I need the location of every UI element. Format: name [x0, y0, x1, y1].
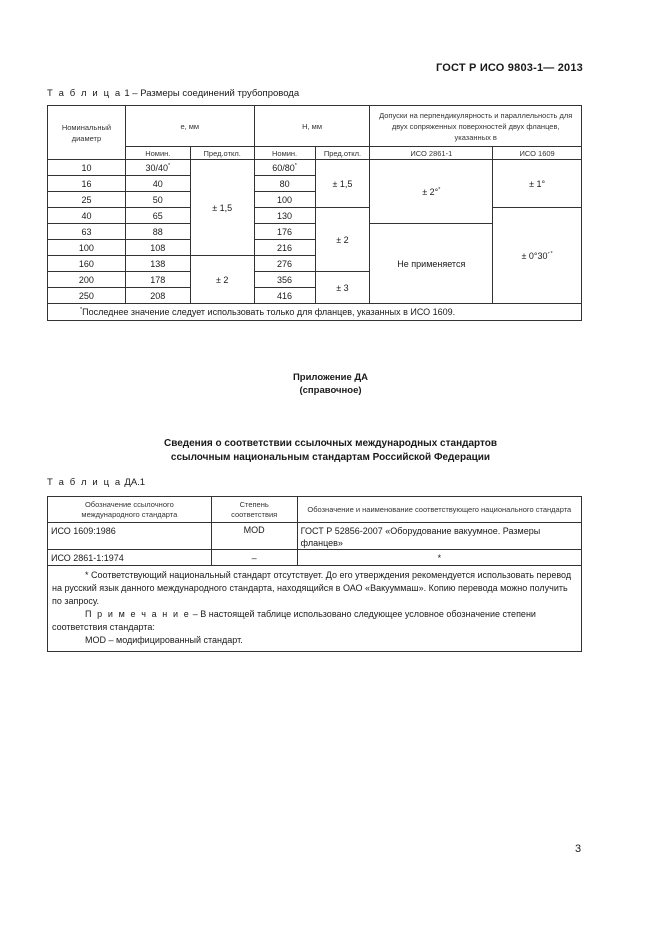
cell-h-nom: 276: [254, 256, 315, 272]
cell-degree: –: [211, 550, 297, 566]
note-paragraph: [52, 608, 577, 634]
header-degree: Степень соответствия: [211, 497, 297, 523]
cell-dn: 200: [48, 272, 126, 288]
table1-footnote: [48, 304, 582, 321]
cell-e-nom: 50: [125, 192, 190, 208]
cell-h-nom: 100: [254, 192, 315, 208]
cell-e-nom: 138: [125, 256, 190, 272]
cell-h-tol: ± 1,5: [315, 160, 370, 208]
cell-h-nom: 216: [254, 240, 315, 256]
cell-iso1609: ± 1°: [493, 160, 582, 208]
header-e-nom: Номин.: [125, 147, 190, 160]
cell-e-nom: 40: [125, 176, 190, 192]
table2-notes: [48, 566, 582, 652]
note-footnote: * Соответствующий национальный стандарт отсутствует. До его утверждения рекомендуется использовать перевод на русский язык данного международного стандарта, находящийся в ОАО «Вакууммаш». Копию перевода можно получить по запросу.: [52, 570, 572, 606]
cell-iso2861: Не применяется: [370, 224, 493, 304]
note-heading: П р и м е ч а н и е: [85, 609, 191, 619]
table1-caption: [47, 88, 299, 99]
header-e-mm: e, мм: [125, 106, 254, 147]
annex-heading-line1: Сведения о соответствии ссылочных международных стандартов: [163, 438, 498, 449]
header-e-tol: Пред.откл.: [190, 147, 254, 160]
cell-dn: 160: [48, 256, 126, 272]
header-h-tol: Пред.откл.: [315, 147, 370, 160]
annex-heading-line2: ссылочным национальным стандартам Российской Федерации: [170, 452, 491, 463]
footnote-mark: *: [168, 162, 171, 169]
table2-caption: [47, 477, 145, 488]
table1-caption-text: 1 – Размеры соединений трубопровода: [121, 88, 300, 99]
table1-caption-prefix: Т а б л и ц а: [47, 88, 122, 99]
table2-caption-text: ДА.1: [121, 477, 146, 488]
cell-dn: 250: [48, 288, 126, 304]
header-iso2861: ИСО 2861-1: [370, 147, 493, 160]
header-tolerance: Допуски на перпендикулярность и параллельность для двух сопряженных поверхностей двух фланцев, указанных в: [370, 106, 582, 147]
header-national-standard: Обозначение и наименование соответствующего национального стандарта: [297, 497, 581, 523]
cell-intl: ИСО 1609:1986: [48, 523, 212, 550]
header-h-mm: H, мм: [254, 106, 370, 147]
cell-h-nom: 130: [254, 208, 315, 224]
footnote-text: Последнее значение следует использовать только для фланцев, указанных в ИСО 1609.: [82, 307, 456, 317]
header-h-nom: Номин.: [254, 147, 315, 160]
cell-e-nom: 88: [125, 224, 190, 240]
cell-e-nom: [125, 160, 190, 176]
cell-e-nom: 178: [125, 272, 190, 288]
cell-iso2861: [370, 160, 493, 224]
cell-degree: MOD: [211, 523, 297, 550]
cell-e-tol: ± 1,5: [190, 160, 254, 256]
note-text: – В настоящей таблице использовано следующее условное обозначение степени соответствия стандарта:: [52, 609, 536, 632]
cell-h-nom: [254, 160, 315, 176]
cell-e-tol: ± 2: [190, 256, 254, 304]
cell-h-tol: ± 3: [315, 272, 370, 304]
cell-h-nom: 356: [254, 272, 315, 288]
standard-code: ГОСТ Р ИСО 9803-1— 2013: [435, 62, 583, 74]
cell-e-nom: 108: [125, 240, 190, 256]
footnote-mark: *: [294, 162, 297, 169]
footnote-mark: *: [80, 307, 83, 313]
cell-h-tol: ± 2: [315, 208, 370, 272]
cell-h-value: 60/80: [272, 162, 295, 173]
standards-correspondence-table: [47, 496, 582, 652]
header-iso1609: ИСО 1609: [493, 147, 582, 160]
cell-e-value: 30/40: [145, 162, 168, 173]
footnote-mark: *: [550, 250, 553, 257]
cell-h-nom: 176: [254, 224, 315, 240]
cell-e-nom: 65: [125, 208, 190, 224]
pipeline-dimensions-table: [47, 105, 582, 321]
table-row: [48, 523, 582, 550]
cell-national: *: [297, 550, 581, 566]
cell-dn: 16: [48, 176, 126, 192]
cell-dn: 100: [48, 240, 126, 256]
cell-dn: 63: [48, 224, 126, 240]
cell-h-nom: 80: [254, 176, 315, 192]
cell-intl: ИСО 2861-1:1974: [48, 550, 212, 566]
page-number: 3: [575, 843, 582, 855]
table-row: [48, 160, 582, 176]
annex-subtitle: (справочное): [299, 385, 362, 396]
header-intl-standard: Обозначение ссылочного международного стандарта: [48, 497, 212, 523]
table-row: [48, 208, 582, 224]
iso1609-value: ± 0°30´: [521, 250, 551, 261]
iso2861-value: ± 2°: [422, 186, 439, 197]
cell-h-nom: 416: [254, 288, 315, 304]
cell-dn: 25: [48, 192, 126, 208]
cell-iso1609: [493, 208, 582, 304]
cell-dn: 40: [48, 208, 126, 224]
cell-e-nom: 208: [125, 288, 190, 304]
header-nominal-diameter: Номинальный диаметр: [48, 106, 126, 160]
footnote-mark: *: [438, 186, 441, 193]
cell-dn: 10: [48, 160, 126, 176]
cell-national: ГОСТ Р 52856-2007 «Оборудование вакуумное. Размеры фланцев»: [297, 523, 581, 550]
note-mod-definition: MOD – модифицированный стандарт.: [85, 635, 243, 645]
annex-title: Приложение ДА: [292, 372, 369, 383]
table-row: [48, 550, 582, 566]
table2-caption-prefix: Т а б л и ц а: [47, 477, 122, 488]
